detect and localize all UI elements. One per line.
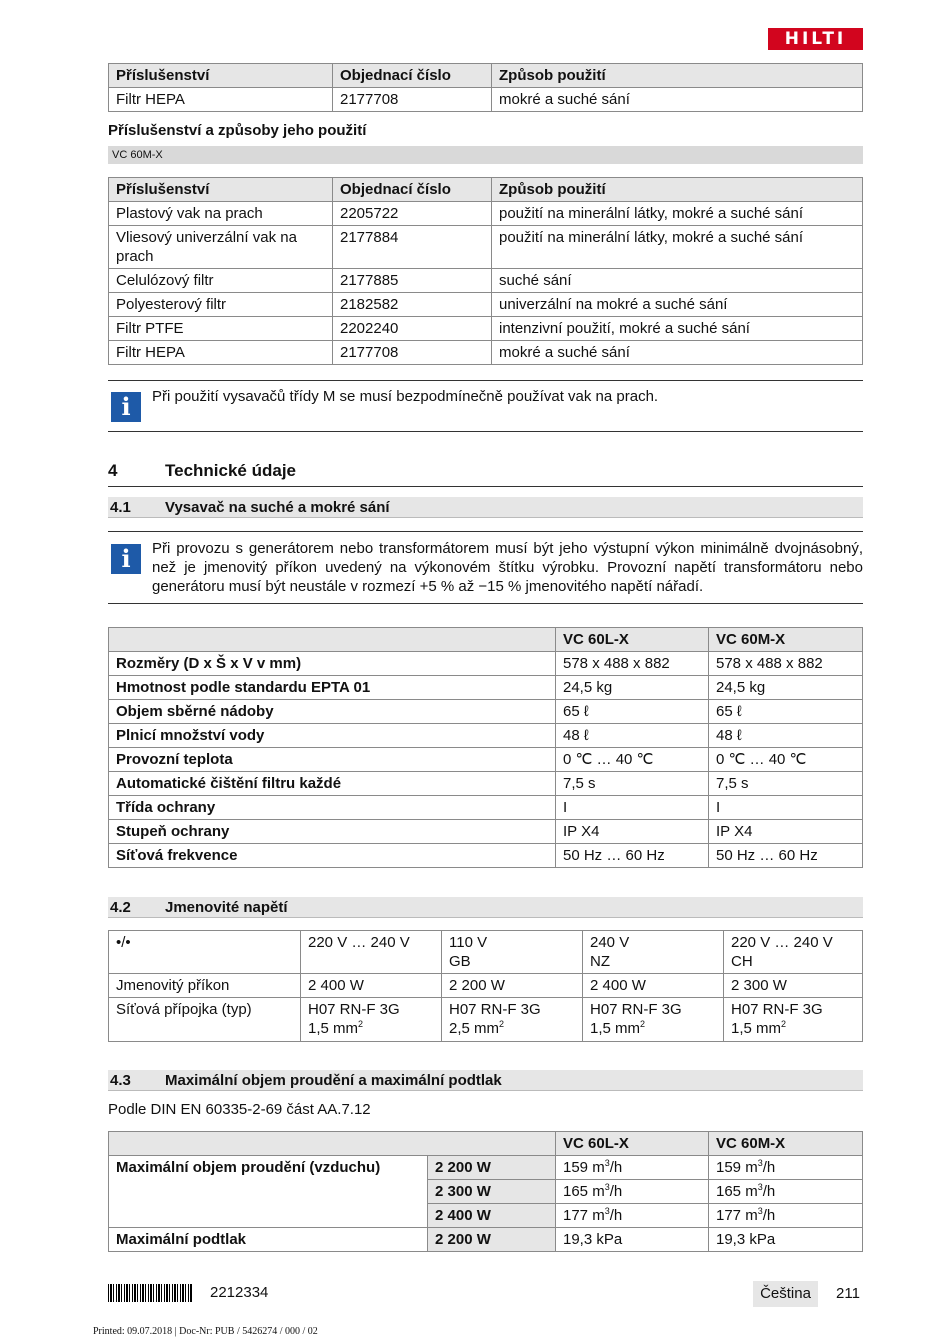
cell: univerzální na mokré a suché sání (492, 293, 863, 317)
cell: 24,5 kg (556, 676, 709, 700)
table-row (109, 1132, 863, 1156)
row-label: Stupeň ochrany (109, 820, 556, 844)
power-cell: 2 200 W (428, 1156, 556, 1180)
cell: 50 Hz … 60 Hz (556, 844, 709, 868)
cell: 2 400 W (583, 974, 724, 998)
cable-cross-section: 1,5 $mm^2$ (590, 1019, 646, 1037)
accessories-table-top (108, 63, 863, 112)
cell: I (556, 796, 709, 820)
power-cell: 2 400 W (428, 1204, 556, 1228)
cell: Vliesový univerzální vak na prach (109, 226, 333, 269)
cell: 2 400 W (301, 974, 442, 998)
cell: Filtr HEPA (109, 341, 333, 365)
note-text: Při provozu s generátorem nebo transformátorem musí být jeho výstupní výkon minimálně dvojnásobný, než je jmenovitý příkon uvedený na výkonovém štítku výrobku. Provozní napětí transformátoru nebo generátoru musí být neustále v rozmezí +5 % až −15 % jmenovitého napětí nářadí. (152, 540, 863, 595)
cell: 7,5 s (709, 772, 863, 796)
cell: 65 ℓ (556, 700, 709, 724)
row-label: Síťová frekvence (109, 844, 556, 868)
barcode (108, 1284, 192, 1302)
cell: 2177708 (333, 88, 492, 112)
country: CH (731, 953, 753, 970)
cell: Polyesterový filtr (109, 293, 333, 317)
note-text: Při použití vysavačů třídy M se musí bezpodmínečně používat vak na prach. (152, 388, 659, 405)
cell: 159 $m^3/h$ (556, 1156, 709, 1180)
section-4-1-heading (108, 497, 863, 518)
col-header: VC 60L-X (556, 628, 709, 652)
section-4-3-heading (108, 1070, 863, 1091)
cell: 177 $m^3/h$ (556, 1204, 709, 1228)
voltage-col (301, 931, 442, 974)
power-cell: 2 300 W (428, 1180, 556, 1204)
table-row (109, 748, 863, 772)
section-4-2-heading (108, 897, 863, 918)
table-row (109, 700, 863, 724)
section-title: Vysavač na suché a mokré sání (165, 499, 390, 516)
table-row (109, 931, 863, 974)
cell: 19,3 kPa (709, 1228, 863, 1252)
page-number: 211 (836, 1285, 860, 1302)
voltage-col (724, 931, 863, 974)
cell: 2205722 (333, 202, 492, 226)
cell: 578 x 488 x 882 (709, 652, 863, 676)
cell: 2 200 W (442, 974, 583, 998)
voltage: 220 V … 240 V (308, 934, 410, 951)
col-header: Způsob použití (492, 64, 863, 88)
norm-text: Podle DIN EN 60335-2-69 část AA.7.12 (108, 1101, 371, 1118)
voltage-col (583, 931, 724, 974)
cell: 2177885 (333, 269, 492, 293)
row-label: Jmenovitý příkon (109, 974, 301, 998)
row-label: Síťová přípojka (typ) (109, 998, 301, 1042)
printed-info: Printed: 09.07.2018 | Doc-Nr: PUB / 5426274 / 000 / 02 (93, 1326, 318, 1337)
cell: 19,3 kPa (556, 1228, 709, 1252)
cell (301, 998, 442, 1042)
cell: intenzivní použití, mokré a suché sání (492, 317, 863, 341)
table-row (109, 724, 863, 748)
country: NZ (590, 953, 610, 970)
cell: Filtr PTFE (109, 317, 333, 341)
table-row (109, 820, 863, 844)
cell: 0 ℃ … 40 ℃ (556, 748, 709, 772)
cell: 48 ℓ (709, 724, 863, 748)
table-row (109, 796, 863, 820)
section-number: 4 (108, 461, 118, 480)
cell: 2182582 (333, 293, 492, 317)
cable-type: H07 RN-F 3G (449, 1001, 541, 1018)
col-header: Způsob použití (492, 178, 863, 202)
table-row (109, 676, 863, 700)
cell: 50 Hz … 60 Hz (709, 844, 863, 868)
cell: I (709, 796, 863, 820)
cell: 48 ℓ (556, 724, 709, 748)
cell: Celulózový filtr (109, 269, 333, 293)
cable-cross-section: 1,5 $mm^2$ (308, 1019, 364, 1037)
voltage-col (442, 931, 583, 974)
section-title: Maximální objem proudění a maximální podtlak (165, 1072, 502, 1089)
cable-cross-section: 2,5 $mm^2$ (449, 1019, 505, 1037)
table-row (109, 202, 863, 226)
section-number: 4.3 (110, 1072, 131, 1089)
note-generator (108, 531, 863, 604)
cell: suché sání (492, 269, 863, 293)
row-label: Provozní teplota (109, 748, 556, 772)
accessories-table (108, 177, 863, 365)
row-label: Plnicí množství vody (109, 724, 556, 748)
cell: 65 ℓ (709, 700, 863, 724)
technical-data-table (108, 627, 863, 868)
row-label: Rozměry (D x Š x V v mm) (109, 652, 556, 676)
hilti-logo: HILTI (768, 28, 863, 50)
section-number: 4.1 (110, 499, 131, 516)
table-row (109, 293, 863, 317)
cell: 2202240 (333, 317, 492, 341)
accessories-title: Příslušenství a způsoby jeho použití (108, 122, 367, 139)
col-header: VC 60M-X (709, 1132, 863, 1156)
table-row (109, 772, 863, 796)
cell (583, 998, 724, 1042)
cell: Filtr HEPA (109, 88, 333, 112)
row-label: Maximální objem proudění (vzduchu) (109, 1156, 428, 1228)
cell: použití na minerální látky, mokré a suché sání (492, 202, 863, 226)
cell: 2177884 (333, 226, 492, 269)
model-label: VC 60M-X (108, 146, 863, 164)
empty-header (109, 1132, 556, 1156)
col-header: Objednací číslo (333, 178, 492, 202)
cell: 2 300 W (724, 974, 863, 998)
cell (724, 998, 863, 1042)
cell: 7,5 s (556, 772, 709, 796)
table-row (109, 341, 863, 365)
cell: 0 ℃ … 40 ℃ (709, 748, 863, 772)
info-icon: i (111, 392, 141, 422)
cell: 165 $m^3/h$ (556, 1180, 709, 1204)
cable-type: H07 RN-F 3G (731, 1001, 823, 1018)
row-label: Hmotnost podle standardu EPTA 01 (109, 676, 556, 700)
row-label: Objem sběrné nádoby (109, 700, 556, 724)
col-header: Příslušenství (109, 64, 333, 88)
table-row (109, 269, 863, 293)
cell: mokré a suché sání (492, 88, 863, 112)
voltage-symbol: •/• (109, 931, 301, 974)
cell: 177 $m^3/h$ (709, 1204, 863, 1228)
col-header: Objednací číslo (333, 64, 492, 88)
language-label: Čeština (753, 1281, 818, 1307)
cable-type: H07 RN-F 3G (590, 1001, 682, 1018)
power-cell: 2 200 W (428, 1228, 556, 1252)
section-title: Jmenovité napětí (165, 899, 288, 916)
cable-cross-section: 1,5 $mm^2$ (731, 1019, 787, 1037)
section-title: Technické údaje (165, 461, 297, 480)
doc-number: 2212334 (210, 1284, 269, 1301)
row-label: Třída ochrany (109, 796, 556, 820)
note-dust-bag (108, 380, 863, 432)
cell: 2177708 (333, 341, 492, 365)
cell: 165 $m^3/h$ (709, 1180, 863, 1204)
cell: IP X4 (709, 820, 863, 844)
cell (442, 998, 583, 1042)
info-icon: i (111, 544, 141, 574)
table-row (109, 88, 863, 112)
airflow-table (108, 1131, 863, 1252)
cell: použití na minerální látky, mokré a suché sání (492, 226, 863, 269)
country: GB (449, 953, 471, 970)
col-header: VC 60L-X (556, 1132, 709, 1156)
table-row (109, 844, 863, 868)
table-row (109, 317, 863, 341)
cell: Plastový vak na prach (109, 202, 333, 226)
table-row (109, 1156, 863, 1180)
rated-voltage-table (108, 930, 863, 1042)
section-4-heading (108, 461, 863, 487)
section-number: 4.2 (110, 899, 131, 916)
cable-type: H07 RN-F 3G (308, 1001, 400, 1018)
cell: IP X4 (556, 820, 709, 844)
col-header (109, 628, 556, 652)
voltage: 220 V … 240 V (731, 934, 833, 951)
table-row (109, 652, 863, 676)
col-header: VC 60M-X (709, 628, 863, 652)
cell: mokré a suché sání (492, 341, 863, 365)
cell: 159 $m^3/h$ (709, 1156, 863, 1180)
table-row (109, 226, 863, 269)
table-row (109, 998, 863, 1042)
row-label: Maximální podtlak (109, 1228, 428, 1252)
row-label: Automatické čištění filtru každé (109, 772, 556, 796)
col-header: Příslušenství (109, 178, 333, 202)
cell: 24,5 kg (709, 676, 863, 700)
table-row (109, 1228, 863, 1252)
cell: 578 x 488 x 882 (556, 652, 709, 676)
table-row (109, 974, 863, 998)
voltage: 240 V (590, 934, 630, 951)
voltage: 110 V (449, 934, 488, 951)
